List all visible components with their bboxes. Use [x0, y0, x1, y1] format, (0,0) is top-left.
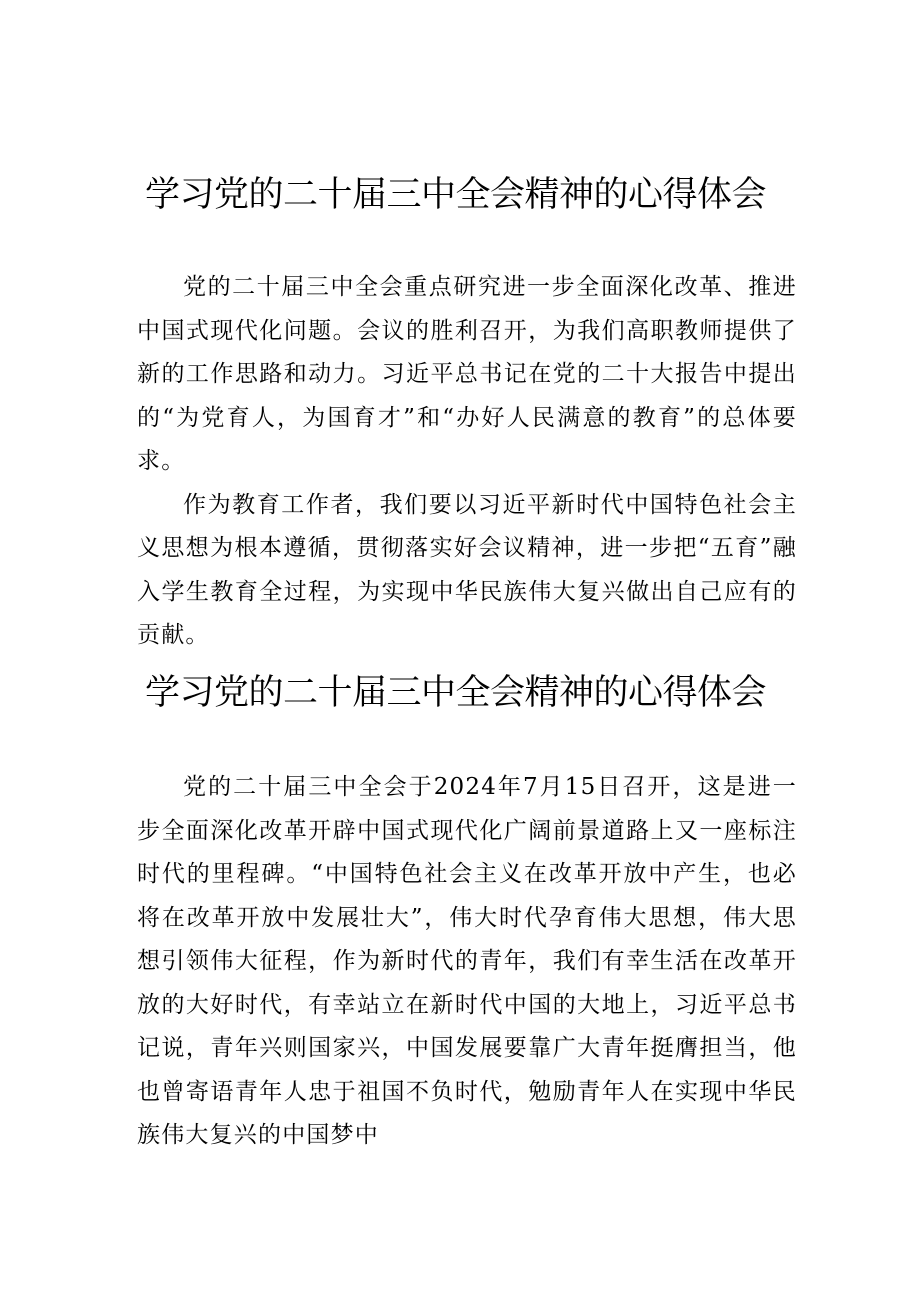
article-title: 学习党的二十届三中全会精神的心得体会: [145, 673, 767, 713]
paragraph: 党的二十届三中全会于2024年7月15日召开，这是进一步全面深化改革开辟中国式现代化广阔前景道路上又一座标注时代的里程碑。“中国特色社会主义在改革开放中产生，也必将在改革开放中发展壮大”，伟大时代孕育伟大思想，伟大思想引领伟大征程，作为新时代的青年，我们有幸生活在改革开放的大好时代，有幸站立在新时代中国的大地上，习近平总书记说，青年兴则国家兴，中国发展要靠广大青年挺膺担当，他也曾寄语青年人忠于祖国不负时代，勉励青年人在实现中华民族伟大复兴的中国梦中: [137, 774, 797, 1148]
article-section-2: [137, 670, 797, 1158]
article-title: 学习党的二十届三中全会精神的心得体会: [145, 175, 767, 215]
paragraph: 作为教育工作者，我们要以习近平新时代中国特色社会主义思想为根本遵循，贯彻落实好会议精神，进一步把“五育”融入学生教育全过程，为实现中华民族伟大复兴做出自己应有的贡献。: [137, 491, 797, 648]
article-body: [137, 766, 797, 1158]
paragraph: 党的二十届三中全会重点研究进一步全面深化改革、推进中国式现代化问题。会议的胜利召开，为我们高职教师提供了新的工作思路和动力。习近平总书记在党的二十大报告中提出的“为党育人，为国育才”和“办好人民满意的教育”的总体要求。: [137, 274, 797, 474]
article-body: [137, 266, 797, 658]
article-section-1: [137, 172, 797, 658]
